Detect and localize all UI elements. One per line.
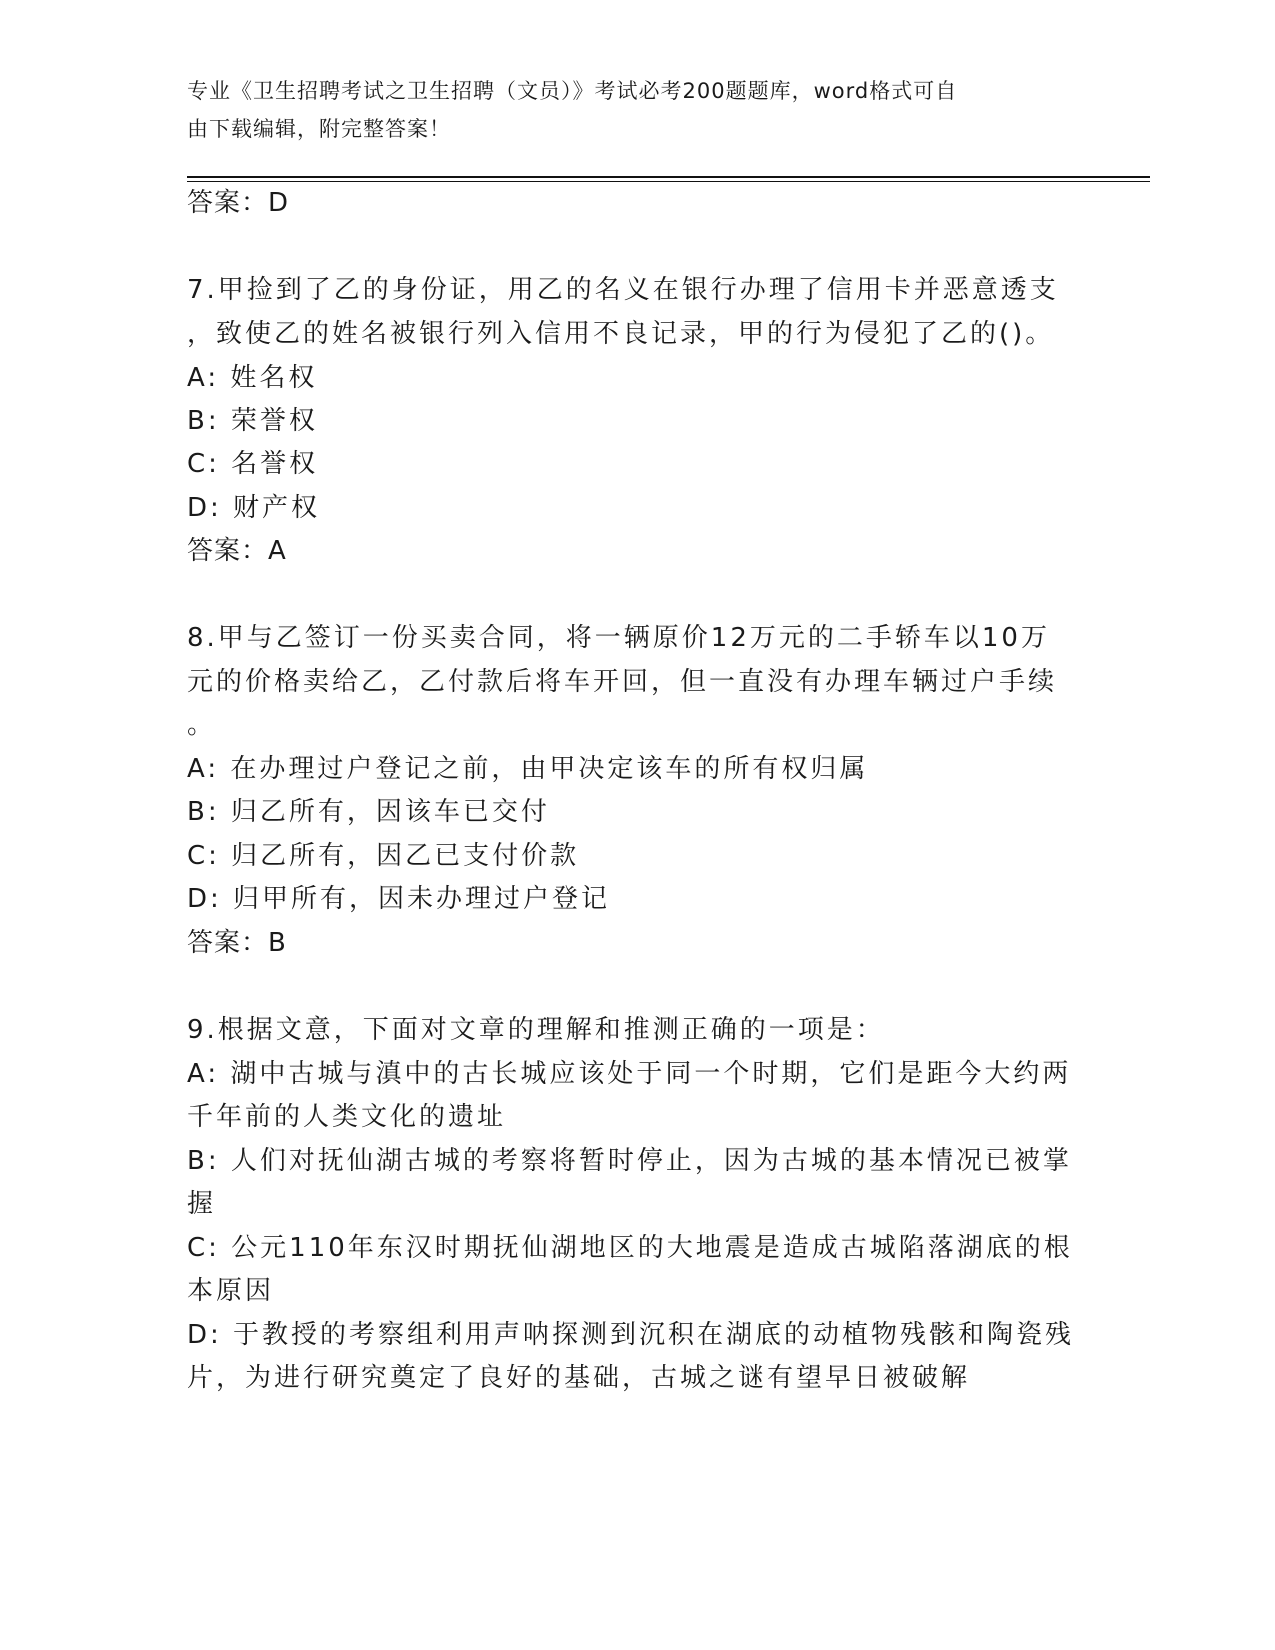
q9-option-b-line-2: 握 [187,1189,217,1219]
q9-option-b-line-1: B: 人们对抚仙湖古城的考察将暂时停止，因为古城的基本情况已被掌 [187,1146,1072,1176]
q8-stem-line-1: 8.甲与乙签订一份买卖合同，将一辆原价12万元的二手轿车以10万 [187,623,1050,653]
document-header [187,72,1067,148]
q7-option-a: A: 姓名权 [187,363,318,393]
header-line-2: 由下载编辑，附完整答案！ [187,117,451,141]
q9-option-c-line-2: 本原因 [187,1276,275,1306]
q8-option-d: D: 归甲所有，因未办理过户登记 [187,884,611,914]
q8-stem-line-2: 元的价格卖给乙，乙付款后将车开回，但一直没有办理车辆过户手续 [187,667,1058,697]
q9-option-a-line-1: A: 湖中古城与滇中的古长城应该处于同一个时期，它们是距今大约两 [187,1059,1072,1089]
q7-option-b: B: 荣誉权 [187,406,318,436]
q9-option-c-line-1: C: 公元110年东汉时期抚仙湖地区的大地震是造成古城陷落湖底的根 [187,1233,1073,1263]
q7-stem-line-1: 7.甲捡到了乙的身份证，用乙的名义在银行办理了信用卡并恶意透支 [187,275,1059,305]
q9-option-d-line-2: 片，为进行研究奠定了良好的基础，古城之谜有望早日被破解 [187,1363,971,1393]
q8-option-b: B: 归乙所有，因该车已交付 [187,797,550,827]
header-rule-thin [187,181,1150,182]
q8-answer: 答案：B [187,928,287,958]
q7-option-c: C: 名誉权 [187,449,319,479]
q8-stem-line-3: 。 [187,710,217,740]
q7-stem-line-2: ，致使乙的姓名被银行列入信用不良记录，甲的行为侵犯了乙的()。 [187,319,1055,349]
header-rule-thick [187,176,1150,178]
q9-option-a-line-2: 千年前的人类文化的遗址 [187,1102,507,1132]
q7-answer: 答案：A [187,536,287,566]
previous-answer: 答案：D [187,188,290,218]
q8-option-a: A: 在办理过户登记之前，由甲决定该车的所有权归属 [187,754,869,784]
header-line-1: 专业《卫生招聘考试之卫生招聘（文员）》考试必考200题题库，word格式可自 [187,79,958,103]
q7-option-d: D: 财产权 [187,493,321,523]
q8-option-c: C: 归乙所有，因乙已支付价款 [187,841,580,871]
q9-option-d-line-1: D: 于教授的考察组利用声呐探测到沉积在湖底的动植物残骸和陶瓷残 [187,1320,1075,1350]
q9-stem: 9.根据文意，下面对文章的理解和推测正确的一项是： [187,1015,885,1045]
